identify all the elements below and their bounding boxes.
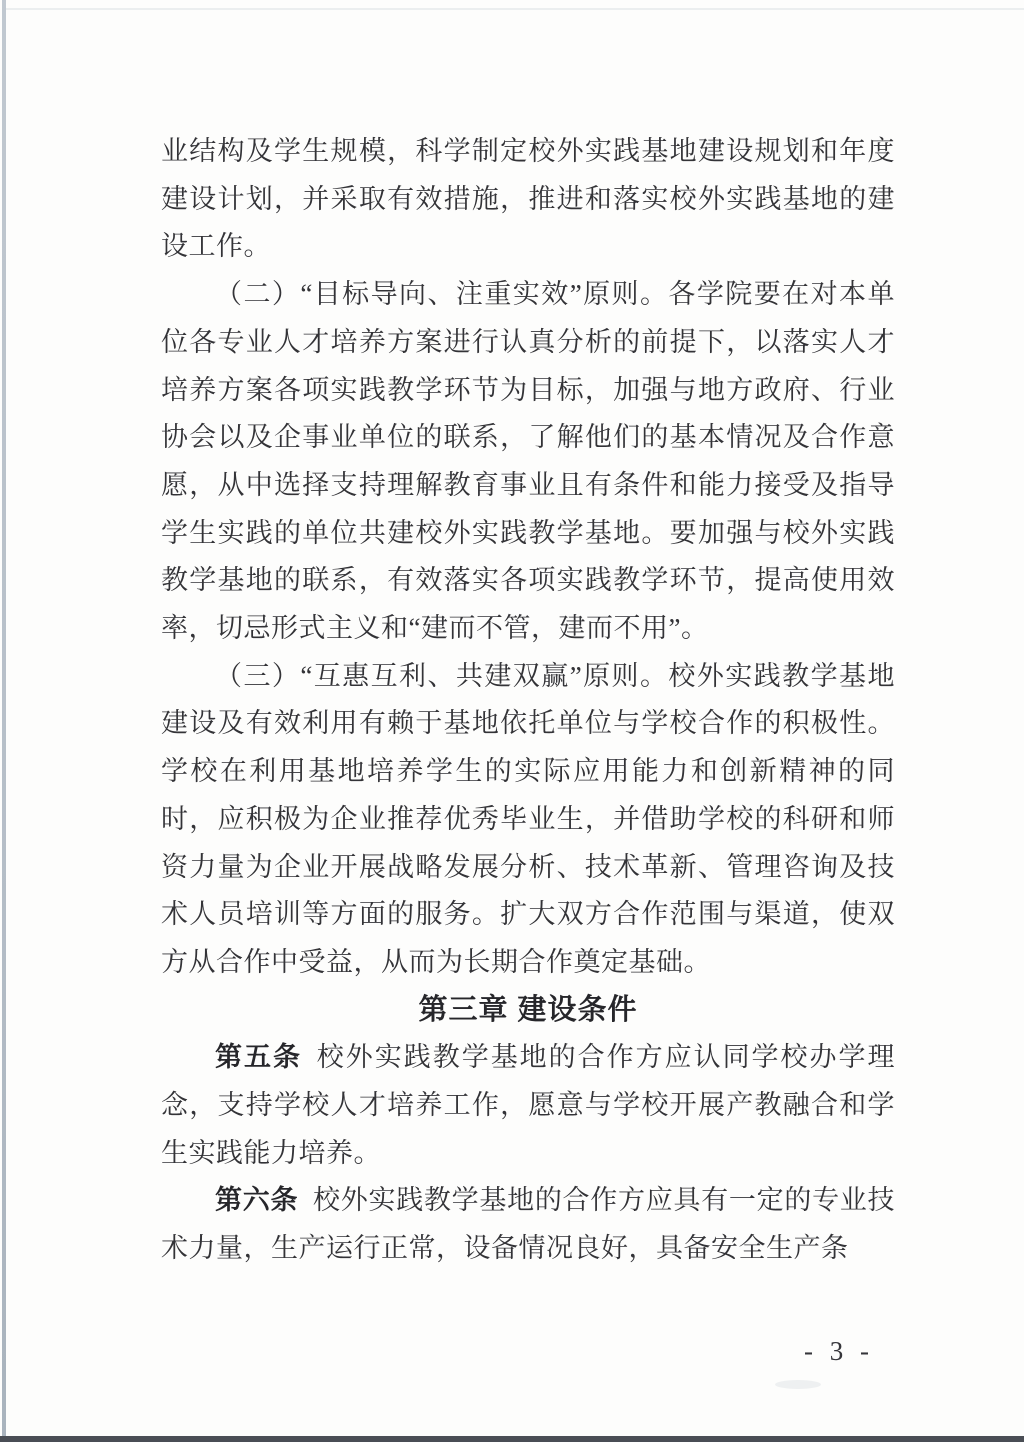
page-number: - 3 - (804, 1336, 874, 1366)
scan-edge-top (6, 8, 1024, 10)
article-6-number: 第六条 (215, 1185, 299, 1216)
chapter-heading: 第三章 建设条件 (418, 993, 638, 1026)
paragraph-principle-2: （二）“目标导向、注重实效”原则。各学院要在对本单位各专业人才培养方案进行认真分析的前提下，以落实人才培养方案各项实践教学环节为目标，加强与地方政府、行业协会以及企事业单位的联系，了解他们的基本情况及合作意愿，从中选择支持理解教育事业且有条件和能力接受及指导学生实践的单位共建校外实践教学基地。要加强与校外实践教学基地的联系，有效落实各项实践教学环节，提高使用效率，切忌形式主义和“建而不管，建而不用”。 (161, 279, 895, 644)
article-6-paragraph (161, 1177, 895, 1272)
document-body (161, 128, 895, 1273)
scan-edge-left (2, 0, 6, 1442)
paragraph-principle-3: （三）“互惠互利、共建双赢”原则。校外实践教学基地建设及有效利用有赖于基地依托单位与学校合作的积极性。学校在利用基地培养学生的实际应用能力和创新精神的同时，应积极为企业推荐优秀毕业生，并借助学校的科研和师资力量为企业开展战略发展分析、技术革新、管理咨询及技术人员培训等方面的服务。扩大双方合作范围与渠道，使双方从合作中受益，从而为长期合作奠定基础。 (161, 660, 895, 977)
paragraph-continuation: 业结构及学生规模，科学制定校外实践基地建设规划和年度建设计划，并采取有效措施，推进和落实校外实践基地的建设工作。 (161, 136, 895, 262)
scan-edge-bottom (0, 1436, 1024, 1442)
article-6-text: 校外实践教学基地的合作方应具有一定的专业技术力量，生产运行正常，设备情况良好，具备安全生产条 (161, 1185, 896, 1264)
scan-smudge (775, 1380, 821, 1389)
article-5-text: 校外实践教学基地的合作方应认同学校办学理念，支持学校人才培养工作，愿意与学校开展产教融合和学生实践能力培养。 (161, 1042, 895, 1168)
article-5-paragraph (161, 1034, 895, 1177)
article-5-number: 第五条 (215, 1042, 302, 1073)
